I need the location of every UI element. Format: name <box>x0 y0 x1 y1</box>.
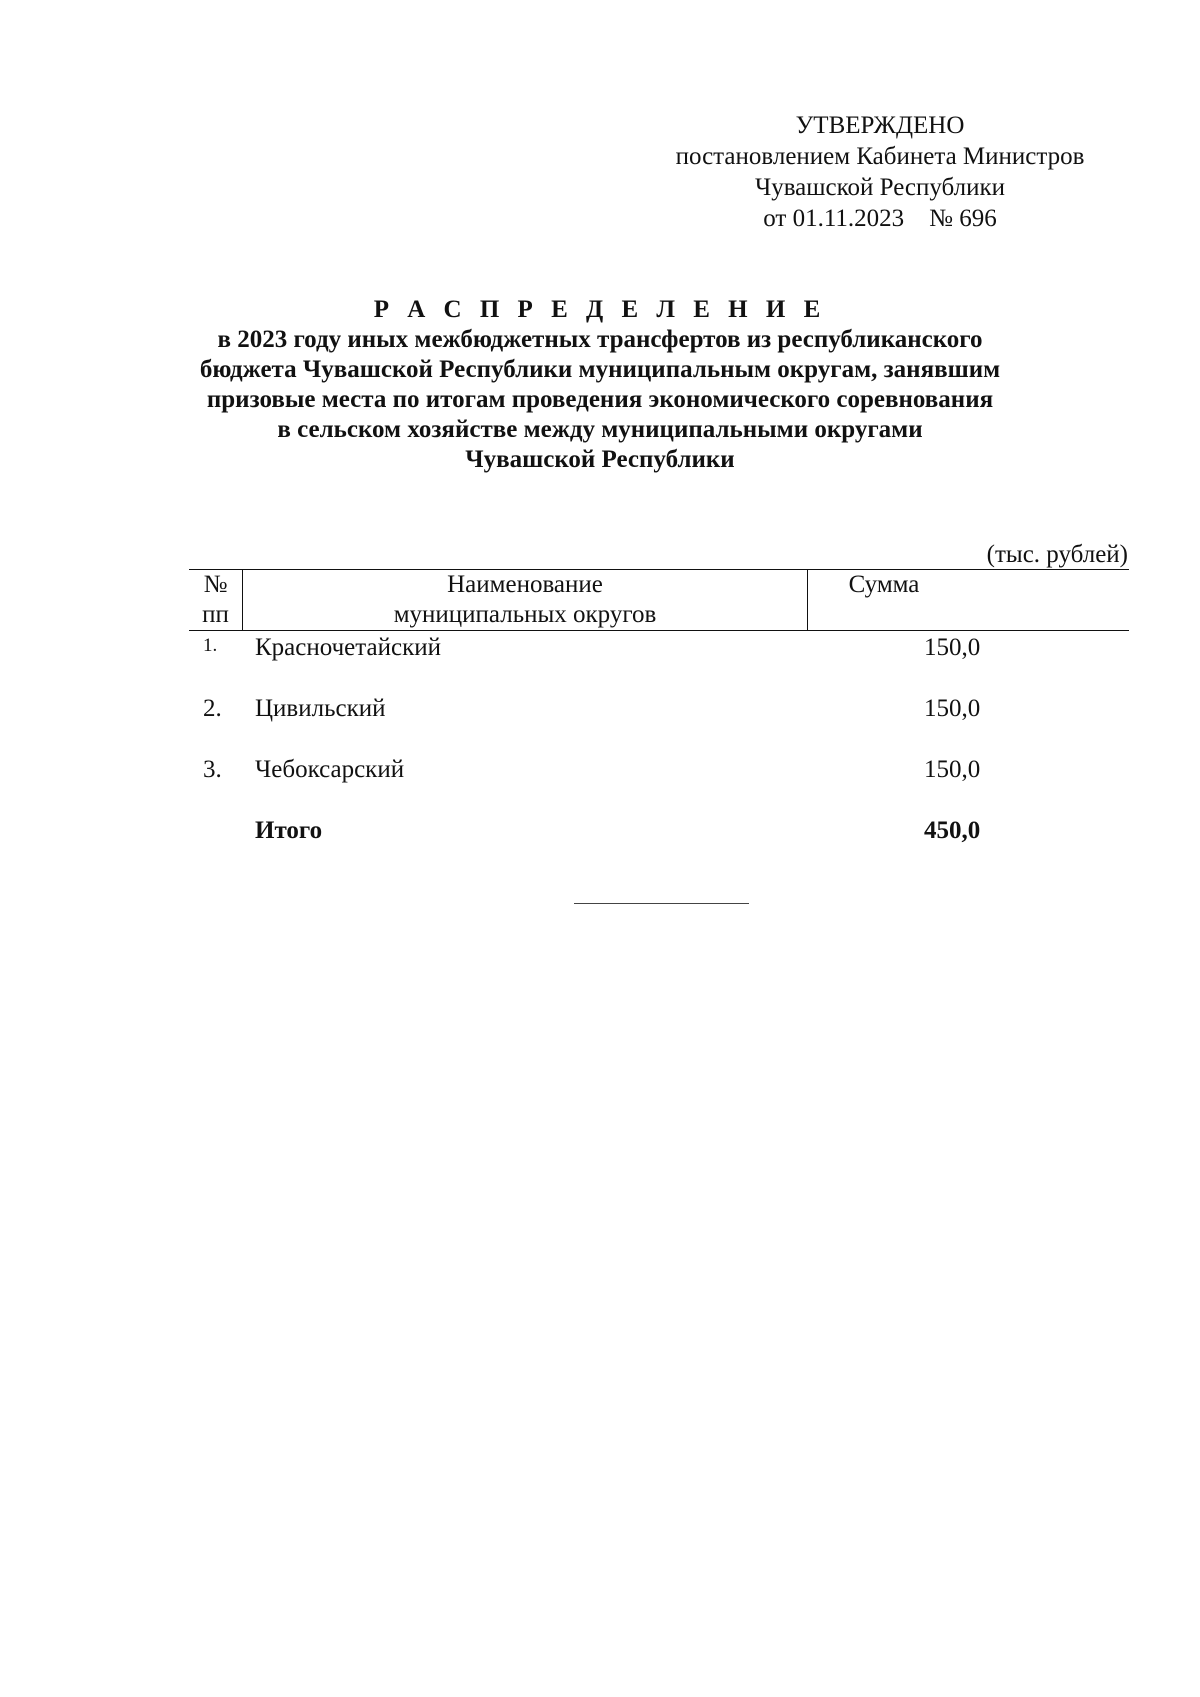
header-name <box>243 570 808 630</box>
row-number: 1. <box>203 635 218 656</box>
title-line-1: в 2023 году иных межбюджетных трансфертов из республиканского <box>217 326 983 353</box>
approval-title: УТВЕРЖДЕНО <box>795 112 965 139</box>
title-heading: Р А С П Р Е Д Е Л Е Н И Е <box>373 296 827 323</box>
header-name-line2: муниципальных округов <box>393 601 657 628</box>
total-label: Итого <box>255 817 323 844</box>
header-number-line1: № <box>203 571 228 598</box>
row-number: 2. <box>203 695 222 722</box>
approval-issuer: постановлением Кабинета Министров <box>675 143 1085 170</box>
row-sum: 150,0 <box>924 756 981 783</box>
units-note: (тыс. рублей) <box>986 541 1128 568</box>
header-number <box>189 570 243 630</box>
distribution-table <box>189 569 1129 875</box>
table-row <box>189 753 1129 814</box>
header-sum-label: Сумма <box>848 571 920 598</box>
approval-republic: Чувашской Республики <box>754 174 1006 201</box>
title-line-2: бюджета Чувашской Республики муниципальным округам, занявшим <box>199 356 1001 383</box>
table-total-row <box>189 814 1129 875</box>
title-line-3: призовые места по итогам проведения экономического соревнования <box>206 386 994 413</box>
total-sum: 450,0 <box>924 817 981 844</box>
row-district: Красночетайский <box>255 634 441 661</box>
row-district: Цивильский <box>255 695 386 722</box>
table-row <box>189 631 1129 692</box>
row-number: 3. <box>203 756 222 783</box>
table-body <box>189 631 1129 875</box>
row-sum: 150,0 <box>924 695 981 722</box>
row-district: Чебоксарский <box>255 756 405 783</box>
header-name-line1: Наименование <box>447 571 603 598</box>
approval-stamp <box>640 110 1120 234</box>
row-sum: 150,0 <box>924 634 981 661</box>
document-title <box>180 295 1020 475</box>
header-number-line2: пп <box>202 601 229 628</box>
closing-separator-line <box>574 903 749 904</box>
title-line-4: в сельском хозяйстве между муниципальными округами <box>277 416 923 443</box>
title-line-5: Чувашской Республики <box>465 446 735 473</box>
header-sum <box>809 570 1129 630</box>
table-row <box>189 692 1129 753</box>
approval-date-number: от 01.11.2023 № 696 <box>763 205 997 232</box>
table-header <box>189 570 1129 631</box>
